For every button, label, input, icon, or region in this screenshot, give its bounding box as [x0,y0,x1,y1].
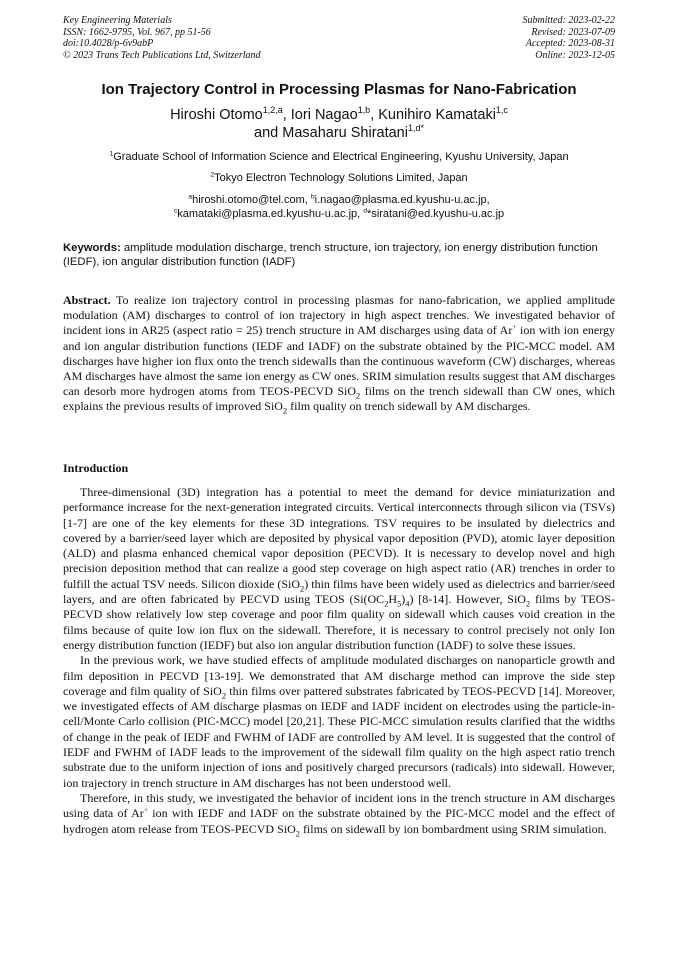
submitted-date: Submitted: 2023-02-22 [522,15,615,26]
paragraph [63,485,615,653]
sup: + [143,805,149,815]
journal-header [63,15,261,61]
affil-sup: 1 [109,150,114,158]
abstract-sub: 2 [356,391,361,401]
text: thin films over pattered substrates fabricated by TEOS-PECVD [14]. Moreover, we investigated effects of AM discharge plasmas on IEDF and IADF incident on electrodes using the particle-in-cell/Monte Carlo collision (PIC-MCC) model [20,21]. These PIC-MCC simulation results clarified that the widths of change in the peak of IEDF and FWHM of IADF are controlled by AM level. It is suggested that the control of IEDF and FWHM of IADF leads to the improvement of the sidewall film quality on the high aspect ratio trench substrate due to the uniform injection of ions and positively charged precursors (radicals) into sidewall. However, ion trajectory in trench structure in AM discharges has not been understood well. [63,683,615,790]
abstract-text: film quality on trench sidewall by AM discharges. [287,399,531,414]
abstract-text: ion with ion energy and ion angular distribution functions (IEDF and IADF) on the substrate obtained by the PIC-MCC model. AM discharges have higher ion flux onto the trench sidewalls than the continuous waveform (CW) discharges, whereas AM discharges have almost the same ion energy as CW ones. SRIM simulation results suggest that AM discharges can desorb more hydrogen atoms from TEOS-PECVD SiO [63,323,615,399]
text: Therefore, in this study, we investigated the behavior of incident ions in the trench structure in AM discharges using data of Ar [63,790,615,821]
and-word: and [254,125,283,141]
text: films by TEOS-PECVD show relatively low step coverage and poor film quality on sidewall which causes void creation in the films because of quite low ion flux on the sidewall. Therefore, it is necessary to control precisely not only Ion energy distribution function (IEDF) but also ion angular distribution function (IADF) to solve these issues. [63,592,616,652]
author-name: Masaharu Shiratani [282,125,408,141]
paragraph [63,791,615,837]
keywords-text: amplitude modulation discharge, trench structure, ion trajectory, ion energy distribution function (IEDF), ion angular distribution function (IADF) [63,242,598,268]
separator: , [282,107,291,123]
text: ion with IEDF and IADF on the substrate obtained by the PIC-MCC model and the effect of hydrogen atom release from TEOS-PECVD SiO [63,806,615,836]
author-name: Hiroshi Otomo [170,107,263,123]
affil-text: Tokyo Electron Technology Solutions Limited, Japan [214,172,468,184]
text: ) [8-14]. However, SiO [409,592,526,607]
sub: 5 [397,599,402,609]
email: kamataki@plasma.ed.kyushu-u.ac.jp, [177,208,364,220]
abstract-text: films on the trench sidewall than CW ones, which explains the previous results of improved SiO [63,384,615,414]
revised-date: Revised: 2023-07-09 [531,26,615,38]
abstract [63,293,615,415]
author-name: Kunihiro Kamataki [378,107,496,123]
affiliation-2 [0,171,678,185]
keywords [63,241,615,269]
text: In the previous work, we have studied effects of amplitude modulated discharges on nanoparticle growth and film deposition in PECVD [13-19]. We demonstrated that AM discharge method can improve the side step coverage and film quality of SiO [63,653,615,698]
authors-line-1 [0,106,678,124]
abstract-text: To realize ion trajectory control in processing plasmas for nano-fabrication, we applied amplitude modulation (AM) discharges to control of ion trajectory in high aspect trenches. We investigated behavior of incident ions in AR25 (aspect ratio = 25) trench structure in AM discharges using data of Ar [63,293,615,338]
text: ) [401,592,406,607]
sub: 2 [295,828,300,838]
copyright: © 2023 Trans Tech Publications Ltd, Switzerland [63,49,261,61]
doi: doi:10.4028/p-6v9abP [63,38,154,49]
text: H [388,592,398,607]
author-sup: 1,d* [407,123,424,134]
affiliation-1 [0,150,678,164]
keywords-label: Keywords: [63,242,121,254]
emails [0,193,678,221]
abstract-label: Abstract. [63,293,111,307]
abstract-sub: 2 [282,406,288,416]
paper-title: Ion Trajectory Control in Processing Plasmas for Nano-Fabrication [101,81,577,98]
author-name: Iori Nagao [290,107,358,123]
introduction-body [63,485,615,837]
section-heading-introduction: Introduction [63,461,129,475]
paragraph [63,653,615,791]
text: ) thin films have been widely used as dielectrics and barrier/seed layers, and are often fabricated by PECVD using TEOS (Si(OC [63,576,616,607]
sub: 4 [405,599,410,609]
email: hiroshi.otomo@tel.com, [192,194,311,206]
author-sup: 1,2,a [262,105,283,116]
email: *siratani@ed.kyushu-u.ac.jp [367,208,505,220]
author-list [0,106,678,142]
separator: , [370,107,379,123]
affil-sup: 2 [210,171,215,179]
email-line-1 [0,193,678,207]
sub: 2 [300,584,305,594]
email-sup: b [310,193,315,201]
author-sup: 1,b [357,105,371,116]
email-line-2 [0,207,678,221]
accepted-date: Accepted: 2023-08-31 [525,38,615,49]
authors-line-2 [0,124,678,142]
email-sup: d [363,207,368,215]
abstract-sup: + [512,322,517,332]
affil-text: Graduate School of Information Science and Electrical Engineering, Kyushu University, Japan [113,151,569,163]
author-sup: 1,c [495,105,508,116]
sub: 2 [221,691,227,701]
text: films on sidewall by ion bombardment using SRIM simulation. [299,821,607,836]
email-sup: a [188,193,193,201]
dates-header [523,15,616,61]
email: i.nagao@plasma.ed.kyushu-u.ac.jp, [314,194,490,206]
issn: ISSN: 1662-9795, Vol. 967, pp 51-56 [63,26,211,38]
email-sup: c [173,207,178,215]
journal-name: Key Engineering Materials [63,15,172,26]
sub: 2 [384,599,389,609]
sub: 2 [525,599,531,609]
text: Three-dimensional (3D) integration has a potential to meet the demand for device miniaturization and performance increase for the next-generation integrated circuits. Vertical interconnects through silicon via (TSVs) [1-7] are one of the key elements for these 3D integrations. TSV requires to be insulated by dielectrics and covered by a barrier/seed layer which are deposited by physical vapor deposition (PVD), atomic layer deposition (ALD) and plasma enhanced chemical vapor deposition (PECVD). It is necessary to develop novel and high precision deposition method that can realize a good step coverage on high aspect ratio (AR) trenches in order to fulfill the actual TSV needs. Silicon dioxide (SiO [63,485,615,591]
online-date: Online: 2023-12-05 [535,49,615,61]
